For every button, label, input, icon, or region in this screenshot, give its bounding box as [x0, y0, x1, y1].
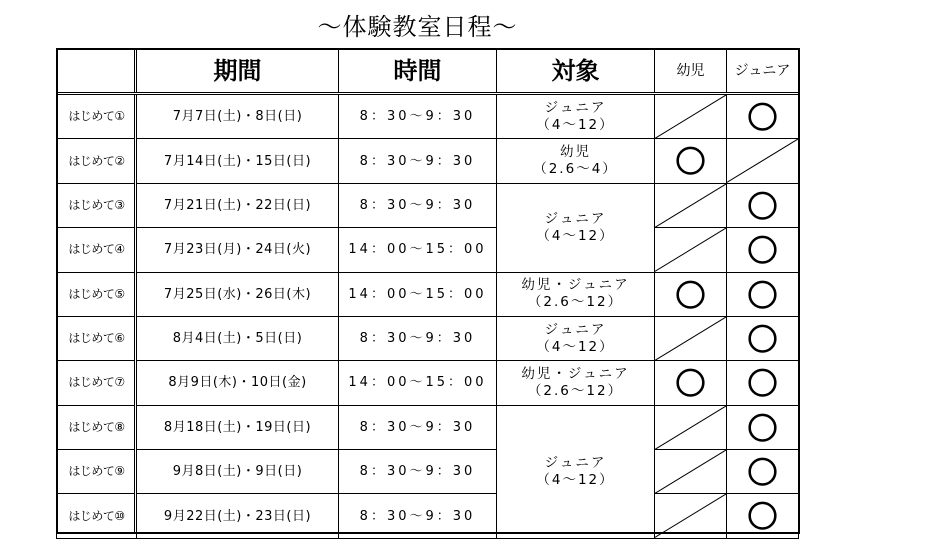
- diagonal-slash-icon: [655, 317, 726, 360]
- circle-mark-icon: [727, 184, 798, 227]
- table-row: [57, 405, 799, 449]
- session-target: [497, 95, 655, 139]
- table-row: [57, 361, 799, 405]
- header-infant: 幼児: [655, 49, 727, 95]
- header-separator: [56, 92, 798, 95]
- session-target: [497, 183, 655, 272]
- circle-mark-icon: [727, 317, 798, 360]
- session-label: はじめて⑩: [57, 494, 137, 538]
- circle-mark-icon: [727, 406, 798, 449]
- target-group: ジュニア: [544, 99, 607, 116]
- diagonal-slash-icon: [655, 494, 726, 537]
- session-target: [497, 405, 655, 538]
- session-period: 9月8日(土)・9日(日): [137, 450, 339, 494]
- infant-availability-cell: [655, 183, 727, 227]
- infant-availability-cell: [655, 405, 727, 449]
- junior-availability-cell: [727, 405, 799, 449]
- diagonal-slash-icon: [655, 184, 726, 227]
- infant-availability-cell: [655, 95, 727, 139]
- target-group: ジュニア: [544, 321, 607, 338]
- header-junior: ジュニア: [727, 49, 799, 95]
- circle-mark-icon: [655, 139, 726, 182]
- junior-availability-cell: [727, 228, 799, 272]
- session-target: [497, 361, 655, 405]
- session-label: はじめて①: [57, 95, 137, 139]
- target-age-range: （2.6～12）: [527, 382, 624, 399]
- session-period: 7月14日(土)・15日(日): [137, 139, 339, 183]
- session-label: はじめて②: [57, 139, 137, 183]
- session-period: 8月9日(木)・10日(金): [137, 361, 339, 405]
- session-period: 7月21日(土)・22日(日): [137, 183, 339, 227]
- diagonal-slash-icon: [655, 450, 726, 493]
- table-row: [57, 228, 799, 272]
- table-row: [57, 316, 799, 360]
- target-group: ジュニア: [544, 210, 607, 227]
- infant-availability-cell: [655, 361, 727, 405]
- infant-availability-cell: [655, 450, 727, 494]
- session-time: 8：30～9：30: [339, 494, 497, 538]
- target-age-range: （4～12）: [536, 116, 615, 133]
- target-group: 幼児・ジュニア: [521, 277, 630, 294]
- session-period: 7月23日(月)・24日(火): [137, 228, 339, 272]
- diagonal-slash-icon: [655, 95, 726, 138]
- session-label: はじめて③: [57, 183, 137, 227]
- diagonal-slash-icon: [727, 139, 798, 182]
- circle-mark-icon: [727, 450, 798, 493]
- junior-availability-cell: [727, 183, 799, 227]
- header-label: [57, 49, 137, 95]
- session-label: はじめて⑨: [57, 450, 137, 494]
- target-group: ジュニア: [544, 454, 607, 471]
- target-group: 幼児: [560, 144, 591, 161]
- session-time: 8：30～9：30: [339, 316, 497, 360]
- label-column-separator: [134, 48, 137, 533]
- diagonal-slash-icon: [655, 228, 726, 271]
- session-label: はじめて⑤: [57, 272, 137, 316]
- table-header-row: [57, 49, 799, 95]
- session-target: [497, 139, 655, 183]
- session-label: はじめて④: [57, 228, 137, 272]
- session-time: 8：30～9：30: [339, 405, 497, 449]
- session-time: 14：00～15：00: [339, 272, 497, 316]
- session-time: 8：30～9：30: [339, 450, 497, 494]
- target-age-range: （2.6～12）: [527, 294, 624, 311]
- diagonal-slash-icon: [655, 406, 726, 449]
- circle-mark-icon: [727, 228, 798, 271]
- header-target: 対象: [497, 49, 655, 95]
- junior-availability-cell: [727, 272, 799, 316]
- header-period: 期間: [137, 49, 339, 95]
- session-label: はじめて⑦: [57, 361, 137, 405]
- session-time: 14：00～15：00: [339, 361, 497, 405]
- session-target: [497, 272, 655, 316]
- session-period: 7月25日(水)・26日(木): [137, 272, 339, 316]
- session-target: [497, 316, 655, 360]
- schedule-sheet: [56, 48, 800, 534]
- session-label: はじめて⑧: [57, 405, 137, 449]
- circle-mark-icon: [655, 361, 726, 404]
- target-age-range: （2.6～4）: [533, 161, 618, 178]
- infant-availability-cell: [655, 228, 727, 272]
- infant-availability-cell: [655, 316, 727, 360]
- session-time: 8：30～9：30: [339, 139, 497, 183]
- junior-availability-cell: [727, 316, 799, 360]
- circle-mark-icon: [727, 494, 798, 537]
- circle-mark-icon: [655, 273, 726, 316]
- target-group: 幼児・ジュニア: [521, 365, 630, 382]
- session-period: 9月22日(土)・23日(日): [137, 494, 339, 538]
- table-row: [57, 272, 799, 316]
- infant-availability-cell: [655, 139, 727, 183]
- header-time: 時間: [339, 49, 497, 95]
- table-row: [57, 95, 799, 139]
- session-period: 8月4日(土)・5日(日): [137, 316, 339, 360]
- target-age-range: （4～12）: [536, 227, 615, 244]
- circle-mark-icon: [727, 361, 798, 404]
- circle-mark-icon: [727, 273, 798, 316]
- infant-availability-cell: [655, 494, 727, 538]
- junior-availability-cell: [727, 95, 799, 139]
- junior-availability-cell: [727, 450, 799, 494]
- session-period: 8月18日(土)・19日(日): [137, 405, 339, 449]
- page-title: ～体験教室日程～: [317, 13, 518, 41]
- infant-availability-cell: [655, 272, 727, 316]
- junior-availability-cell: [727, 139, 799, 183]
- table-row: [57, 450, 799, 494]
- table-row: [57, 183, 799, 227]
- circle-mark-icon: [727, 95, 798, 138]
- session-period: 7月7日(土)・8日(日): [137, 95, 339, 139]
- table-row: [57, 494, 799, 538]
- target-age-range: （4～12）: [536, 471, 615, 488]
- table-row: [57, 139, 799, 183]
- session-time: 14：00～15：00: [339, 228, 497, 272]
- session-label: はじめて⑥: [57, 316, 137, 360]
- target-age-range: （4～12）: [536, 338, 615, 355]
- schedule-table: [56, 48, 799, 539]
- session-time: 8：30～9：30: [339, 183, 497, 227]
- junior-availability-cell: [727, 361, 799, 405]
- session-time: 8：30～9：30: [339, 95, 497, 139]
- junior-availability-cell: [727, 494, 799, 538]
